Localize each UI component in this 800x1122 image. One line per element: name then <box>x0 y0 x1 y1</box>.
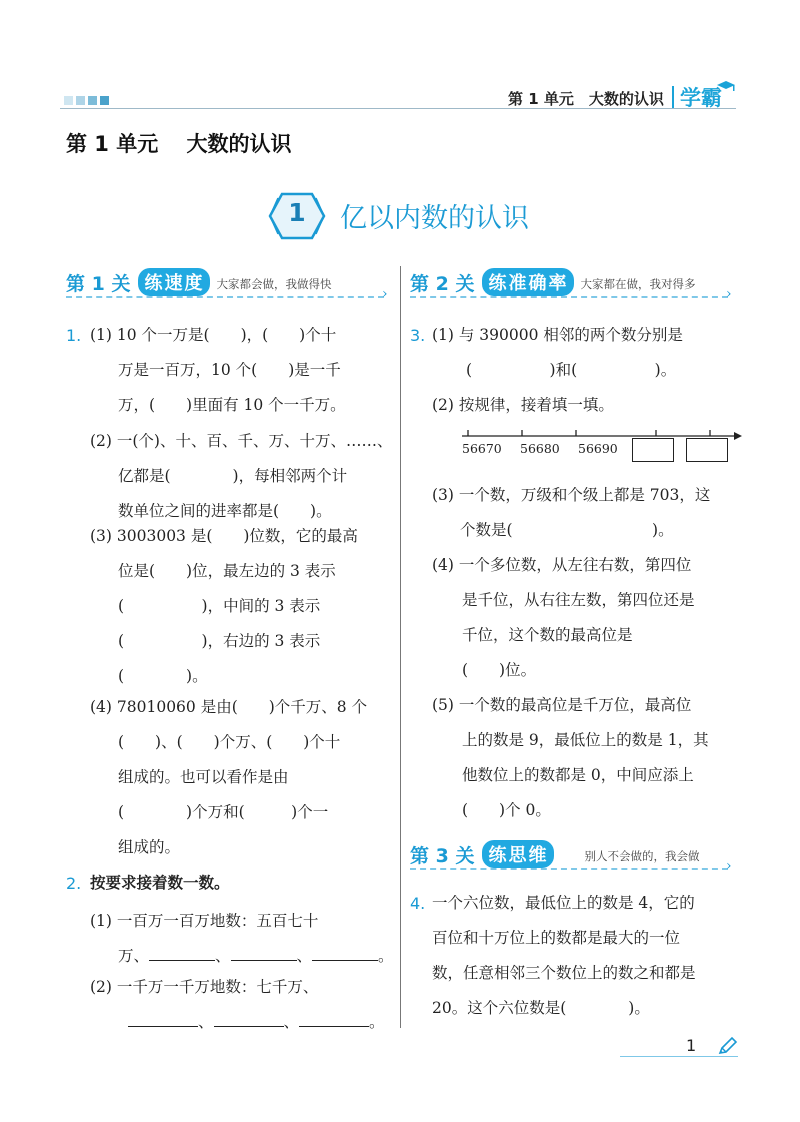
section-pass-label: 第 1 关 <box>66 272 131 295</box>
arrow-right-icon: › <box>382 286 388 302</box>
text-line <box>90 939 394 974</box>
text-line: (4) 一个多位数，从左往右数，第四位 <box>432 556 692 574</box>
question-1-1 <box>90 318 346 423</box>
question-3-5 <box>432 688 709 828</box>
text-line: 是千位，从右往左数，第四位还是 <box>462 591 695 609</box>
text-line: 20。这个六位数是( )。 <box>432 999 650 1017</box>
text-fragment: 、 <box>283 1013 300 1031</box>
question-3-2: (2) 按规律，接着填一填。 <box>432 396 614 414</box>
section-pass-label: 第 2 关 <box>410 272 475 295</box>
header-unit-label: 第 1 单元 大数的认识 <box>508 90 664 108</box>
text-line: ( )个万和( )个一 <box>118 803 329 821</box>
answer-blank[interactable] <box>299 1025 369 1027</box>
question-number: 4. <box>410 894 426 913</box>
text-fragment: 。 <box>378 947 394 965</box>
text-line: ( )和( )。 <box>466 361 677 379</box>
text-line: 个数是( )。 <box>460 521 674 539</box>
text-line: ( )。 <box>118 667 208 685</box>
header-decoration <box>64 96 109 105</box>
section-header-thinking <box>410 840 699 868</box>
text-line: ( )位。 <box>462 661 537 679</box>
text-fragment: 、 <box>296 947 313 965</box>
text-line: ( )个 0。 <box>462 801 551 819</box>
text-line: (2) 一千万一千万地数：七千万、 <box>90 978 319 996</box>
number-line-label: 56690 <box>578 441 618 456</box>
answer-blank[interactable] <box>214 1025 284 1027</box>
text-line: 数单位之间的进率都是( )。 <box>118 502 332 520</box>
text-line: 亿都是( )，每相邻两个计 <box>118 467 348 485</box>
number-line-label: 56680 <box>520 441 560 456</box>
question-3-3 <box>432 478 710 548</box>
text-line: 位是( )位，最左边的 3 表示 <box>118 562 336 580</box>
answer-blank[interactable] <box>231 959 297 961</box>
text-line: 组成的。 <box>118 838 181 856</box>
text-fragment: 、 <box>215 947 231 965</box>
text-line: (1) 10 个一万是( )，( )个十 <box>90 326 337 344</box>
text-line <box>90 1005 385 1040</box>
arrow-right-icon: › <box>726 286 732 302</box>
text-line: (1) 一百万一百万地数：五百七十 <box>90 912 319 930</box>
text-fragment: 万、 <box>118 947 150 965</box>
section-underline <box>66 296 384 298</box>
footer-rule <box>620 1056 738 1057</box>
text-line: 组成的。也可以看作是由 <box>118 768 289 786</box>
header-square <box>88 96 97 105</box>
section-note: 大家都在做，我对得多 <box>580 277 696 291</box>
text-line: 他数位上的数都是 0，中间应添上 <box>462 766 694 784</box>
text-line: (4) 78010060 是由( )个千万、8 个 <box>90 698 368 716</box>
text-line: 数，任意相邻三个数位上的数之和都是 <box>432 964 696 982</box>
text-line: ( )，右边的 3 表示 <box>118 632 321 650</box>
section-note: 别人不会做的，我会做 <box>584 849 700 863</box>
text-line: ( )，中间的 3 表示 <box>118 597 321 615</box>
header-separator <box>672 86 674 108</box>
question-4 <box>432 886 696 1026</box>
header-square <box>76 96 85 105</box>
text-line: 万，( )里面有 10 个一千万。 <box>118 396 346 414</box>
answer-blank[interactable] <box>149 959 215 961</box>
question-3-4 <box>432 548 695 688</box>
lesson-number: 1 <box>288 198 306 227</box>
text-line: 上的数是 9，最低位上的数是 1，其 <box>462 731 709 749</box>
unit-title: 第 1 单元 大数的认识 <box>66 132 292 156</box>
section-underline <box>410 868 728 870</box>
graduation-cap-icon <box>716 80 736 94</box>
text-line: (3) 3003003 是( )位数，它的最高 <box>90 527 358 545</box>
brand-logo: 学霸 <box>680 86 722 110</box>
answer-blank[interactable] <box>128 1025 198 1027</box>
text-line: (1) 与 390000 相邻的两个数分别是 <box>432 326 683 344</box>
question-2-title: 按要求接着数一数。 <box>90 874 230 892</box>
section-name-badge: 练思维 <box>482 840 554 868</box>
arrow-right-icon: › <box>726 858 732 874</box>
text-fragment: 、 <box>198 1013 214 1031</box>
text-fragment: 。 <box>369 1013 385 1031</box>
text-line: 百位和十万位上的数都是最大的一位 <box>432 929 681 947</box>
question-3-1 <box>432 318 683 388</box>
number-line-label: 56670 <box>462 441 502 456</box>
section-header-accuracy <box>410 268 695 296</box>
section-name-badge: 练速度 <box>138 268 210 296</box>
answer-blank[interactable] <box>312 959 378 961</box>
page-number: 1 <box>686 1036 697 1055</box>
section-header-speed <box>66 268 331 296</box>
text-line: (2) 一(个)、十、百、千、万、十万、……、 <box>90 432 393 450</box>
section-note: 大家都会做，我做得快 <box>216 277 332 291</box>
section-pass-label: 第 3 关 <box>410 844 475 867</box>
text-line: ( )、( )个万、( )个十 <box>118 733 341 751</box>
text-line: (5) 一个数的最高位是千万位，最高位 <box>432 696 692 714</box>
section-name-badge: 练准确率 <box>482 268 574 296</box>
text-line: 万是一百万，10 个( )是一千 <box>118 361 341 379</box>
column-divider <box>400 266 401 1028</box>
question-1-2 <box>90 424 392 529</box>
answer-box[interactable] <box>686 438 728 462</box>
text-line: 千位，这个数的最高位是 <box>462 626 633 644</box>
text-line: (3) 一个数，万级和个级上都是 703，这 <box>432 486 711 504</box>
question-1-3 <box>90 519 358 694</box>
lesson-title: 亿以内数的认识 <box>340 203 529 234</box>
question-1-4 <box>90 690 367 865</box>
pencil-icon <box>716 1036 738 1056</box>
question-number: 3. <box>410 326 426 345</box>
header-square <box>64 96 73 105</box>
answer-box[interactable] <box>632 438 674 462</box>
question-number: 1. <box>66 326 82 345</box>
header-square <box>100 96 109 105</box>
section-underline <box>410 296 728 298</box>
text-line: 一个六位数，最低位上的数是 4，它的 <box>432 894 695 912</box>
question-2-2 <box>90 970 385 1040</box>
question-number: 2. <box>66 874 82 893</box>
question-2-1 <box>90 904 394 974</box>
